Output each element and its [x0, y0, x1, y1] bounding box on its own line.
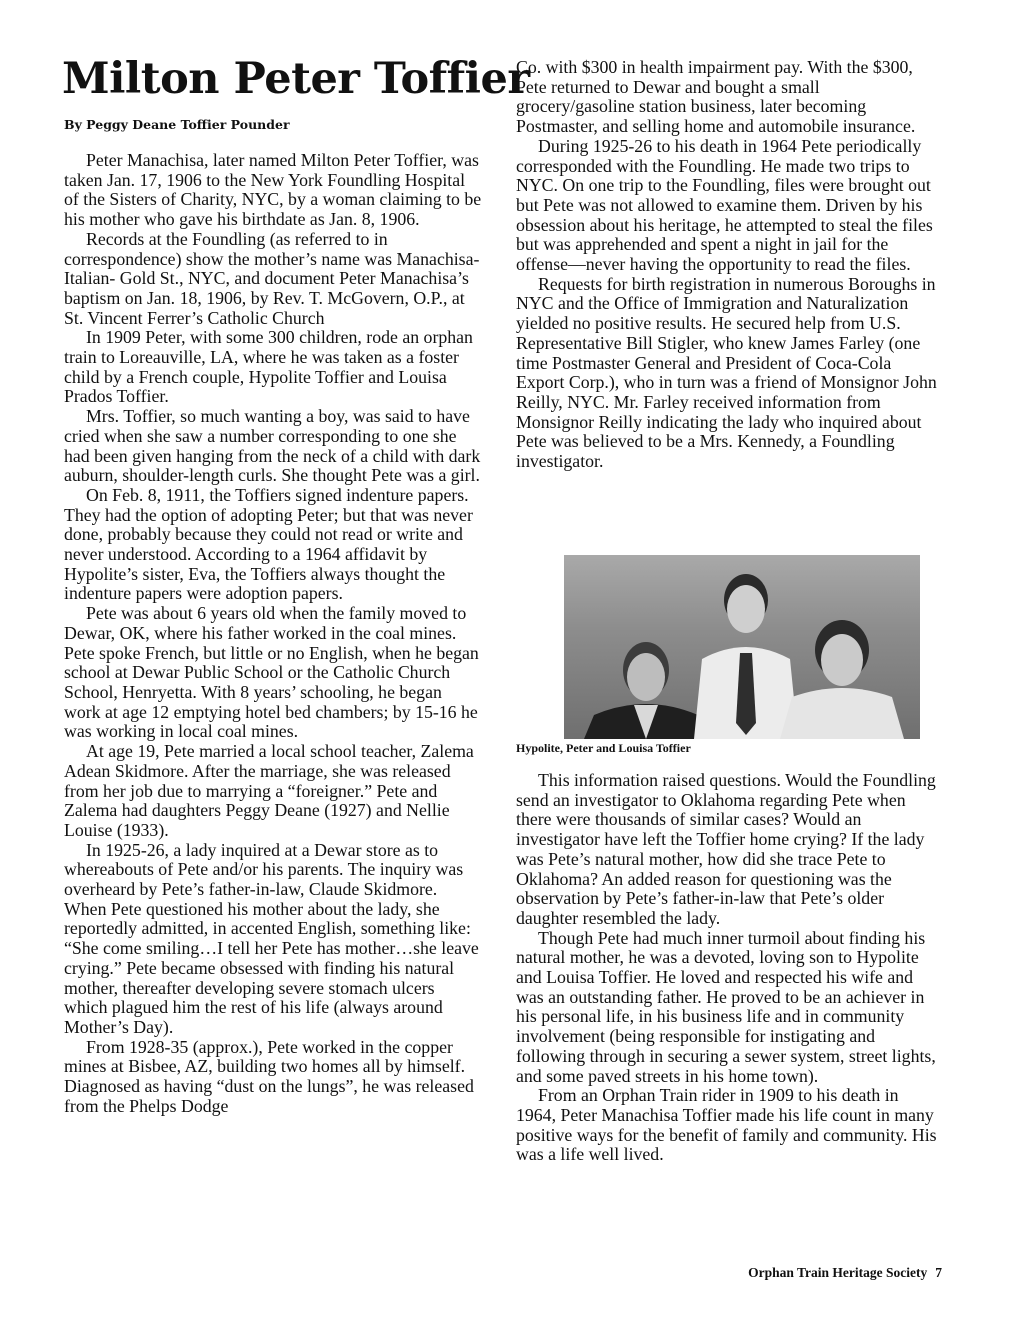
paragraph: Requests for birth registration in numerous Boroughs in NYC and the Office of Immigration and Naturalization yielded no positive results. He secured help from U.S. Representative Bill Stigler, who knew James Farley (one time Postmaster General and President of Coca-Cola Export Corp.), who in turn was a friend of Monsignor John Reilly, NYC. Mr. Farley received information from Monsignor Reilly indicating the lady who inquired about Pete was believed to be a Mrs. Kennedy, a Foundling investigator. [516, 273, 937, 472]
publication-name: Orphan Train Heritage Society [748, 1265, 928, 1280]
paragraph: Records at the Foundling (as referred to in correspondence) show the mother’s name was Manachisa-Italian- Gold St., NYC, and document Peter Manachisa’s baptism on Jan. 18, 1906, by Rev. T. McGovern, O.P., at St. Vincent Ferrer’s Catholic Church [64, 228, 480, 328]
paragraph: At age 19, Pete married a local school teacher, Zalema Adean Skidmore. After the marriage, she was released from her job due to marrying a “foreigner.” Pete and Zalema had daughters Peggy Deane (1927) and Nellie Louise (1933). [64, 741, 474, 840]
article-title: Milton Peter Toffier [62, 54, 530, 104]
paragraph: During 1925-26 to his death in 1964 Pete periodically corresponded with the Foundling. He made two trips to NYC. On one trip to the Foundling, files were brought out but Pete was not allowed to examine them. Driven by his obsession about his heritage, he attempted to steal the files but was apprehended and spent a night in jail for the offense—never having the opportunity to read the files. [516, 135, 933, 275]
article-column-3 [516, 771, 940, 1165]
paragraph: Peter Manachisa, later named Milton Peter Toffier, was taken Jan. 17, 1906 to the New York Foundling Hospital of the Sisters of Charity, NYC, by a woman claiming to be his mother who gave his birthdate as Jan. 8, 1906. [64, 150, 482, 230]
paragraph: In 1909 Peter, with some 300 children, rode an orphan train to Loreauville, LA, where he was taken as a foster child by a French couple, Hypolite Toffier and Louisa Prados Toffier. [64, 327, 473, 407]
paragraph: On Feb. 8, 1911, the Toffiers signed indenture papers. They had the option of adopting Peter; but that was never done, probably because they could not read or write and never understood. According to a 1964 affidavit by Hypolite’s sister, Eva, the Toffiers always thought the indenture papers were adoption papers. [64, 484, 473, 604]
page-footer [748, 1265, 942, 1281]
paragraph: In 1925-26, a lady inquired at a Dewar store as to whereabouts of Pete and/or his parents. The inquiry was overheard by Pete’s father-in-law, Claude Skidmore. When Pete questioned his mother about the lady, she reportedly admitted, in accented English, something like: “She come smiling…I tell her Pete has mother…she leave crying.” Pete became obsessed with finding his natural mother, thereafter developing severe stomach ulcers which plagued him the rest of his life (always around Mother’s Day). [64, 839, 479, 1037]
article-column-2 [516, 58, 940, 472]
paragraph: Mrs. Toffier, so much wanting a boy, was said to have cried when she saw a number corresponding to one she had been given hanging from the neck of a child with dark auburn, shoulder-length curls. She thought Pete was a girl. [64, 406, 481, 486]
paragraph: Co. with $300 in health impairment pay. With the $300, Pete returned to Dewar and bought a small grocery/gasoline station business, later becoming Postmaster, and selling home and automobile insurance. [516, 57, 916, 137]
page-number: 7 [935, 1265, 942, 1280]
family-photo [564, 555, 920, 739]
paragraph: Pete was about 6 years old when the family moved to Dewar, OK, where his father worked in the coal mines. Pete spoke French, but little or no English, when he began school at Dewar Public School or the Catholic Church School, Henryetta. With 8 years’ schooling, he began work at age 12 emptying hotel bed chambers; by 15-16 he was working in local coal mines. [64, 603, 479, 742]
article-byline: By Peggy Deane Toffier Pounder [64, 117, 290, 132]
paragraph: Though Pete had much inner turmoil about finding his natural mother, he was a devoted, loving son to Hypolite and Louisa Toffier. He loved and respected his wife and was an outstanding father. He proved to be an achiever in his personal life, in his business life and in community involvement (being responsible for instigating and following through in securing a sewer system, street lights, and some paved streets in his home town). [516, 927, 936, 1086]
article-column-1 [64, 151, 482, 1116]
paragraph: From 1928-35 (approx.), Pete worked in the copper mines at Bisbee, AZ, building two homes all by himself. Diagnosed as having “dust on the lungs”, he was released from the Phelps Dodge [64, 1036, 474, 1116]
photo-caption: Hypolite, Peter and Louisa Toffier [516, 741, 691, 755]
paragraph: This information raised questions. Would the Foundling send an investigator to Oklahoma regarding Pete when there were thousands of similar cases? Would an investigator have left the Toffier home crying? If the lady was Pete’s natural mother, how did she trace Pete to Oklahoma? An added reason for questioning was the observation by Pete’s father-in-law that Pete’s older daughter resembled the lady. [516, 770, 936, 928]
paragraph: From an Orphan Train rider in 1909 to his death in 1964, Peter Manachisa Toffier made his life count in many positive ways for the benefit of family and community. His was a life well lived. [516, 1085, 937, 1165]
